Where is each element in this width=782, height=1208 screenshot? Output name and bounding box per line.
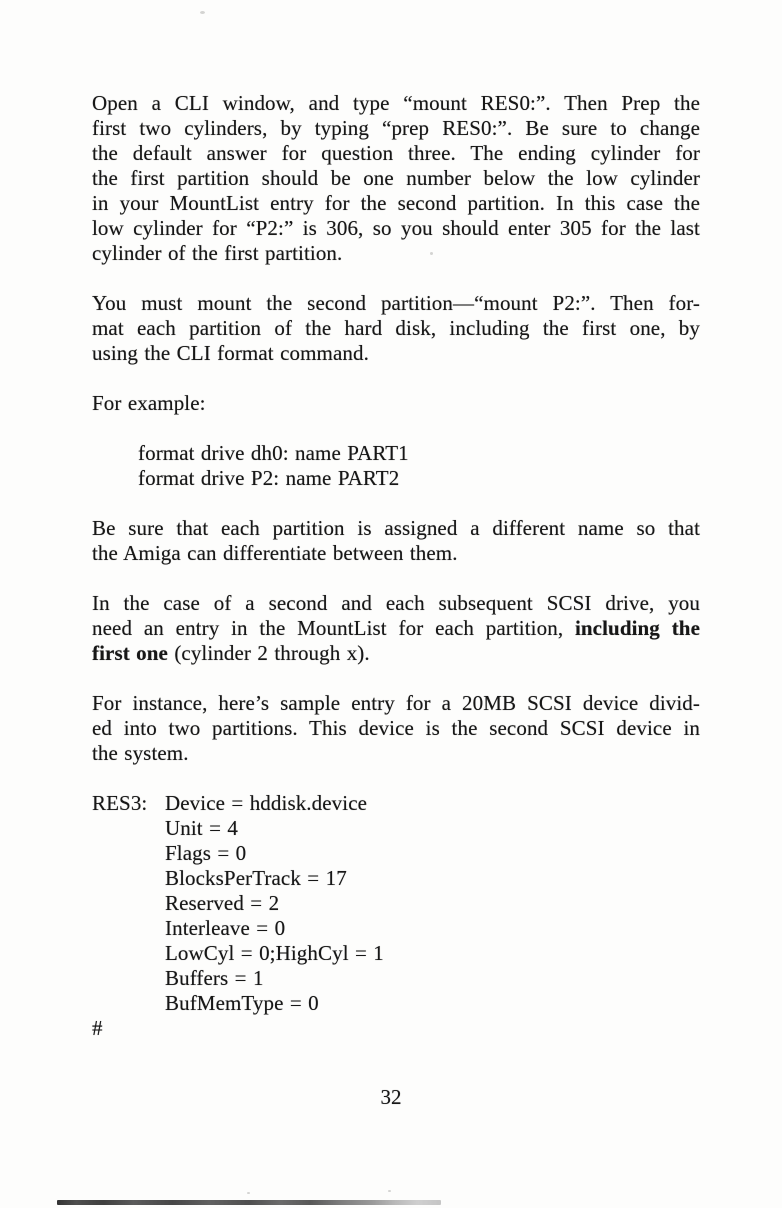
bold-text-segment: first one xyxy=(92,641,168,665)
text-line: Unit = 4 xyxy=(165,816,238,840)
text-line: LowCyl = 0;HighCyl = 1 xyxy=(165,941,384,965)
text-line: Buffers = 1 xyxy=(165,966,264,990)
text-line: For example: xyxy=(92,391,206,415)
hash-symbol xyxy=(92,1016,700,1041)
text-line: cylinder of the first partition. xyxy=(92,241,343,265)
text-line: the Amiga can differentiate between them. xyxy=(92,541,458,565)
paragraph-partition-names xyxy=(92,516,700,566)
text-line: Flags = 0 xyxy=(165,841,247,865)
text-line xyxy=(92,616,700,641)
scan-artifact-line xyxy=(57,1200,441,1205)
text-line: first two cylinders, by typing “prep RES0:”. Be sure to change xyxy=(92,116,700,140)
text-line: low cylinder for “P2:” is 306, so you should enter 305 for the last xyxy=(92,216,700,240)
text-line xyxy=(92,641,700,666)
text-line: BufMemType = 0 xyxy=(165,991,319,1015)
scan-speck xyxy=(388,1190,391,1192)
text-line: mat each partition of the hard disk, including the first one, by xyxy=(92,316,700,340)
text-line: Reserved = 2 xyxy=(165,891,280,915)
mountlist-entry xyxy=(92,791,700,1016)
scan-speck xyxy=(200,11,205,14)
scan-speck xyxy=(247,1192,250,1194)
text-line: # xyxy=(92,1016,103,1040)
text-line: Device = hddisk.device xyxy=(165,791,368,815)
text-column xyxy=(92,91,700,1041)
text-line: For instance, here’s sample entry for a 20MB SCSI device divid- xyxy=(92,691,700,715)
paragraph-scsi-mountlist xyxy=(92,591,700,666)
text-line: format drive P2: name PART2 xyxy=(138,466,400,490)
text-segment: need an entry in the MountList for each partition, xyxy=(92,616,575,640)
paragraph-mount-format xyxy=(92,291,700,366)
paragraph-prep-instructions xyxy=(92,91,700,266)
code-format-commands xyxy=(92,441,700,491)
text-line: in your MountList entry for the second partition. In this case the xyxy=(92,191,700,215)
text-line: Interleave = 0 xyxy=(165,916,286,940)
text-line: using the CLI format command. xyxy=(92,341,369,365)
text-line: In the case of a second and each subsequent SCSI drive, you xyxy=(92,591,700,615)
text-line: the first partition should be one number below the low cylinder xyxy=(92,166,700,190)
text-line: the default answer for question three. The ending cylinder for xyxy=(92,141,700,165)
text-line: Open a CLI window, and type “mount RES0:”. Then Prep the xyxy=(92,91,700,115)
text-line: format drive dh0: name PART1 xyxy=(138,441,409,465)
bold-text-segment: including the xyxy=(574,616,700,640)
paragraph-sample-entry xyxy=(92,691,700,766)
mountlist-parameters xyxy=(165,791,700,1016)
text-segment: (cylinder 2 through x). xyxy=(167,641,370,665)
text-line: BlocksPerTrack = 17 xyxy=(165,866,347,890)
page-number: 32 xyxy=(380,1085,402,1109)
text-line: You must mount the second partition—“mount P2:”. Then for- xyxy=(92,291,700,315)
text-line: ed into two partitions. This device is the second SCSI device in xyxy=(92,716,700,740)
mountlist-device-label: RES3: xyxy=(92,791,148,815)
text-line: the system. xyxy=(92,741,189,765)
text-line: Be sure that each partition is assigned a different name so that xyxy=(92,516,700,540)
paragraph-for-example xyxy=(92,391,700,416)
